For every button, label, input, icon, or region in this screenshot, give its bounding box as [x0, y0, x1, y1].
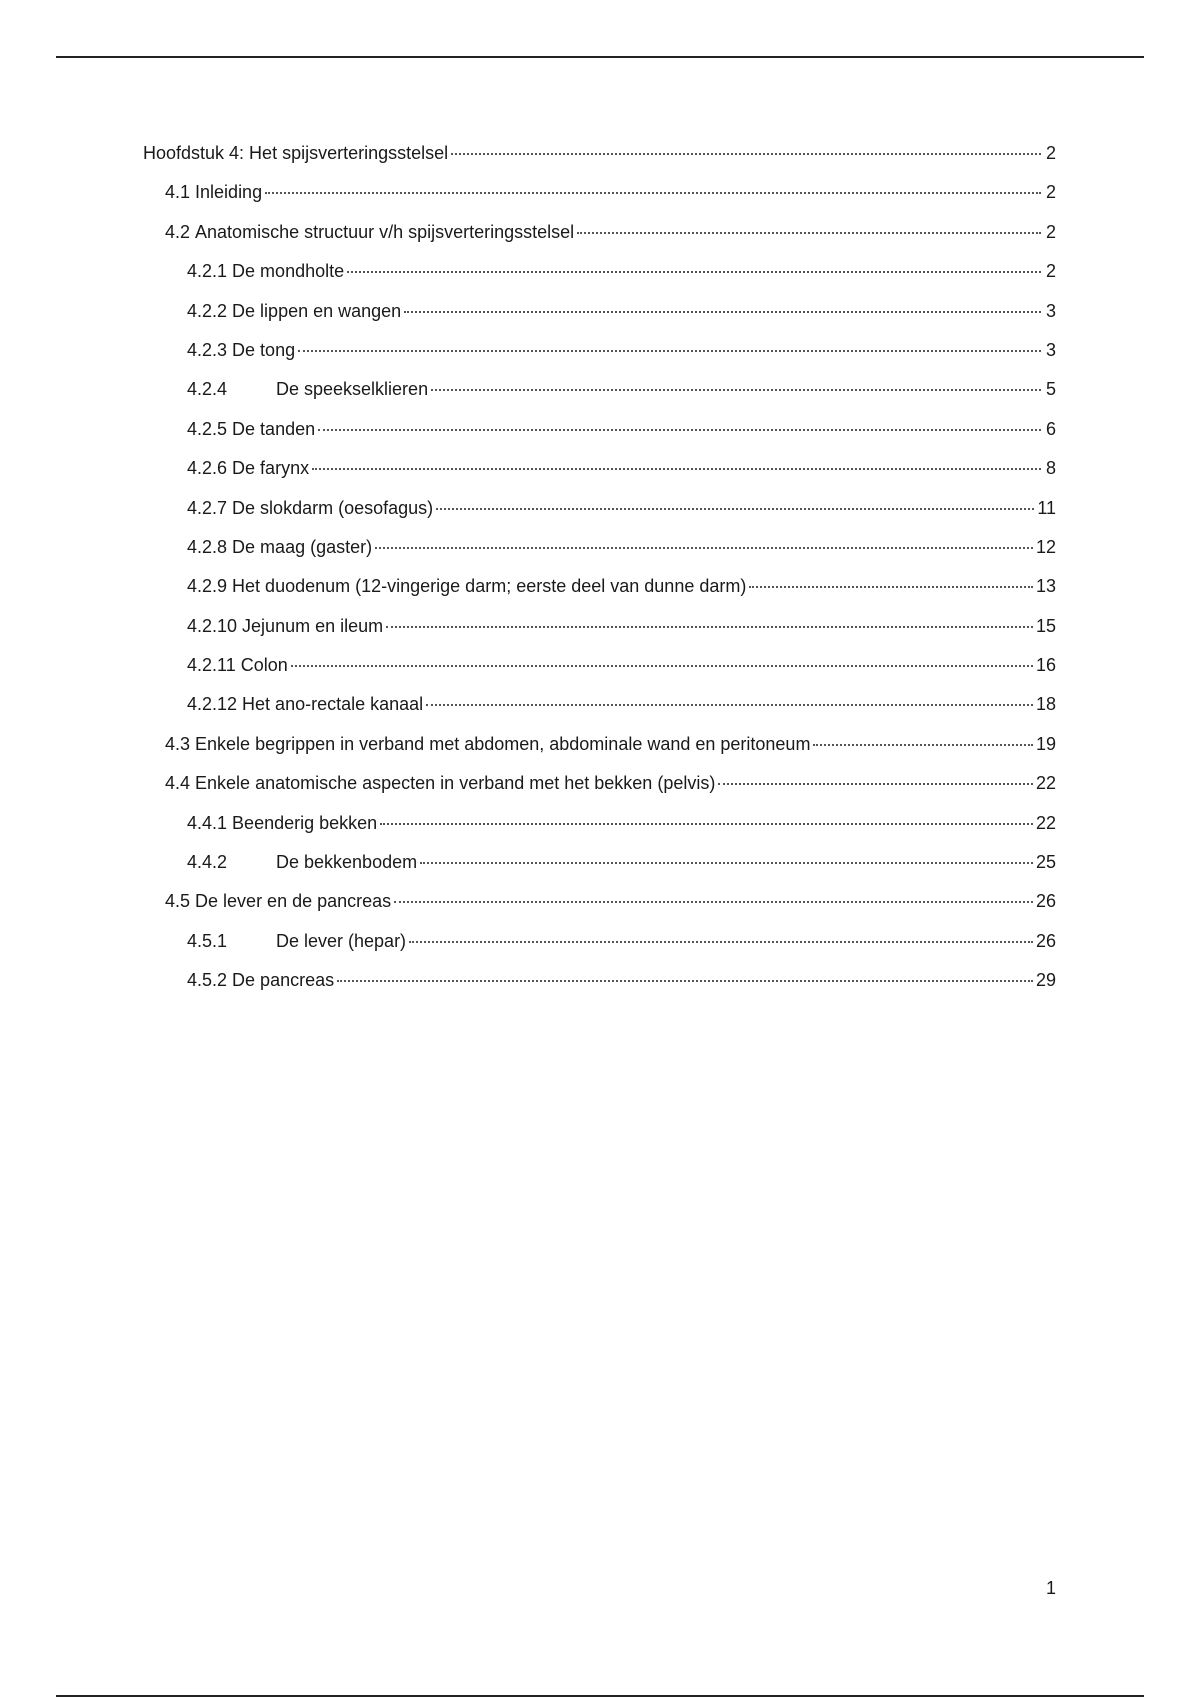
toc-entry-title [165, 890, 391, 912]
toc-dot-leader [451, 153, 1041, 155]
toc-entry-number: 4.2.12 [187, 694, 238, 715]
toc-entry-number: 4.2.9 [187, 576, 228, 597]
toc-entry[interactable] [143, 693, 1056, 732]
toc-entry-page: 5 [1045, 379, 1056, 400]
toc-entry-page: 29 [1035, 970, 1056, 991]
toc-entry-text: Enkele begrippen in verband met abdomen, abdominale wand en peritoneum [195, 733, 811, 754]
toc-entry[interactable] [143, 969, 1056, 1008]
toc-entry-text: De lever en de pancreas [195, 891, 392, 912]
toc-entry-number: 4.2.6 [187, 458, 228, 479]
toc-entry-text: De lever (hepar) [276, 930, 407, 951]
toc-dot-leader [337, 980, 1033, 982]
toc-entry-page: 3 [1045, 300, 1056, 321]
toc-entry-title [187, 418, 315, 440]
toc-entry-title [187, 260, 344, 282]
toc-entry[interactable] [143, 930, 1056, 969]
toc-entry-number: 4.2.10 [187, 615, 238, 636]
toc-entry-number: 4.5.1 [187, 930, 228, 951]
toc-dot-leader [431, 389, 1041, 391]
toc-entry-title [187, 339, 295, 361]
toc-entry[interactable] [143, 300, 1056, 339]
toc-entry[interactable] [143, 812, 1056, 851]
toc-entry[interactable] [143, 378, 1056, 417]
toc-entry-title [187, 575, 746, 597]
toc-entry-text: Inleiding [195, 182, 263, 203]
toc-entry[interactable] [143, 536, 1056, 575]
toc-entry-number: 4.2.4 [187, 379, 228, 400]
toc-entry-page: 3 [1045, 339, 1056, 360]
toc-entry[interactable] [143, 418, 1056, 457]
toc-entry-text: De pancreas [232, 970, 335, 991]
toc-entry-page: 11 [1037, 497, 1056, 518]
toc-entry-page: 2 [1045, 221, 1056, 242]
toc-entry-title [187, 300, 401, 322]
toc-entry-text: De maag (gaster) [232, 536, 373, 557]
toc-dot-leader [577, 232, 1041, 234]
toc-entry-title [187, 654, 288, 676]
footer-rule [56, 1695, 1144, 1697]
toc-entry-text: De mondholte [232, 261, 345, 282]
toc-entry[interactable] [143, 615, 1056, 654]
toc-dot-leader [420, 862, 1033, 864]
toc-entry[interactable] [143, 575, 1056, 614]
toc-entry[interactable] [143, 772, 1056, 811]
toc-entry-number: 4.2.8 [187, 536, 228, 557]
toc-dot-leader [347, 271, 1041, 273]
toc-entry-page: 16 [1035, 655, 1056, 676]
toc-entry-title [187, 497, 433, 519]
toc-dot-leader [718, 783, 1033, 785]
toc-entry-page: 2 [1045, 143, 1056, 163]
toc-entry-title [187, 457, 309, 479]
toc-entry-number: 4.3 [165, 733, 191, 754]
toc-entry-page: 22 [1035, 812, 1056, 833]
toc-dot-leader [813, 744, 1033, 746]
toc-entry-text: Beenderig bekken [232, 812, 378, 833]
toc-entry-number: 4.2.5 [187, 418, 228, 439]
toc-entry-text: De bekkenbodem [276, 852, 418, 873]
toc-entry[interactable] [143, 654, 1056, 693]
toc-entry-text: Colon [240, 655, 288, 676]
toc-entry-text: De speekselklieren [276, 379, 429, 400]
toc-entry-title [165, 772, 715, 794]
toc-dot-leader [426, 704, 1033, 706]
toc-entry-text: Het duodenum (12-vingerige darm; eerste deel van dunne darm) [232, 576, 747, 597]
toc-entry-number: 4.2 [165, 221, 191, 242]
toc-entry-text: Hoofdstuk 4: Het spijsverteringsstelsel [143, 143, 449, 163]
header-rule [56, 56, 1144, 58]
toc-entry-number: 4.4.1 [187, 812, 228, 833]
toc-entry-text: Jejunum en ileum [242, 615, 384, 636]
toc-entry-title [187, 851, 417, 873]
toc-dot-leader [404, 311, 1041, 313]
toc-entry-page: 8 [1045, 458, 1056, 479]
toc-dot-leader [380, 823, 1033, 825]
toc-entry-page: 18 [1035, 694, 1056, 715]
toc-entry-number: 4.4 [165, 773, 191, 794]
toc-entry-number: 4.2.3 [187, 339, 228, 360]
toc-entry[interactable] [143, 221, 1056, 260]
toc-entry-text: De tanden [232, 418, 316, 439]
toc-entry-title [165, 733, 810, 755]
toc-entry[interactable] [143, 260, 1056, 299]
toc-entry-page: 13 [1035, 576, 1056, 597]
toc-entry[interactable] [143, 142, 1056, 181]
toc-dot-leader [291, 665, 1033, 667]
toc-dot-leader [394, 901, 1033, 903]
toc-entry-page: 22 [1035, 773, 1056, 794]
toc-entry-title [187, 969, 334, 991]
toc-dot-leader [312, 468, 1041, 470]
toc-entry-title [187, 693, 423, 715]
toc-entry-title [187, 536, 372, 558]
toc-entry[interactable] [143, 733, 1056, 772]
toc-entry-title [143, 142, 448, 164]
toc-dot-leader [265, 192, 1041, 194]
toc-entry-number: 4.2.11 [187, 655, 236, 676]
toc-entry[interactable] [143, 497, 1056, 536]
toc-entry[interactable] [143, 890, 1056, 929]
toc-entry-page: 19 [1035, 733, 1056, 754]
toc-entry-number: 4.4.2 [187, 852, 228, 873]
toc-entry-number: 4.2.1 [187, 261, 228, 282]
toc-entry-number: 4.2.7 [187, 497, 228, 518]
toc-dot-leader [749, 586, 1033, 588]
toc-entry-text: De lippen en wangen [232, 300, 402, 321]
page-number: 1 [1045, 1578, 1056, 1598]
toc-entry-number: 4.5 [165, 891, 191, 912]
toc-entry-title [165, 221, 574, 243]
toc-entry-title [165, 181, 262, 203]
table-of-contents [143, 142, 1056, 1009]
toc-entry-page: 26 [1035, 891, 1056, 912]
toc-entry-text: De farynx [232, 458, 310, 479]
toc-dot-leader [436, 508, 1034, 510]
toc-entry-page: 25 [1035, 852, 1056, 873]
toc-dot-leader [375, 547, 1033, 549]
toc-entry-page: 12 [1035, 536, 1056, 557]
toc-entry-title [187, 812, 377, 834]
toc-entry-page: 15 [1035, 615, 1056, 636]
toc-entry[interactable] [143, 339, 1056, 378]
toc-entry-page: 6 [1045, 418, 1056, 439]
toc-entry[interactable] [143, 181, 1056, 220]
toc-entry-page: 26 [1035, 930, 1056, 951]
toc-entry[interactable] [143, 851, 1056, 890]
toc-entry-text: Enkele anatomische aspecten in verband met het bekken (pelvis) [195, 773, 716, 794]
toc-entry-number: 4.1 [165, 182, 191, 203]
toc-entry-text: De slokdarm (oesofagus) [232, 497, 434, 518]
toc-entry-text: Het ano-rectale kanaal [242, 694, 424, 715]
toc-entry-page: 2 [1045, 182, 1056, 203]
toc-entry-text: De tong [232, 339, 296, 360]
toc-entry-page: 2 [1045, 261, 1056, 282]
toc-dot-leader [318, 429, 1041, 431]
toc-entry-text: Anatomische structuur v/h spijsverteringsstelsel [195, 221, 575, 242]
toc-entry-title [187, 378, 428, 400]
toc-entry-title [187, 930, 406, 952]
toc-entry-title [187, 615, 383, 637]
toc-dot-leader [298, 350, 1041, 352]
toc-entry[interactable] [143, 457, 1056, 496]
toc-dot-leader [409, 941, 1033, 943]
toc-entry-number: 4.2.2 [187, 300, 228, 321]
toc-dot-leader [386, 626, 1033, 628]
toc-entry-number: 4.5.2 [187, 970, 228, 991]
